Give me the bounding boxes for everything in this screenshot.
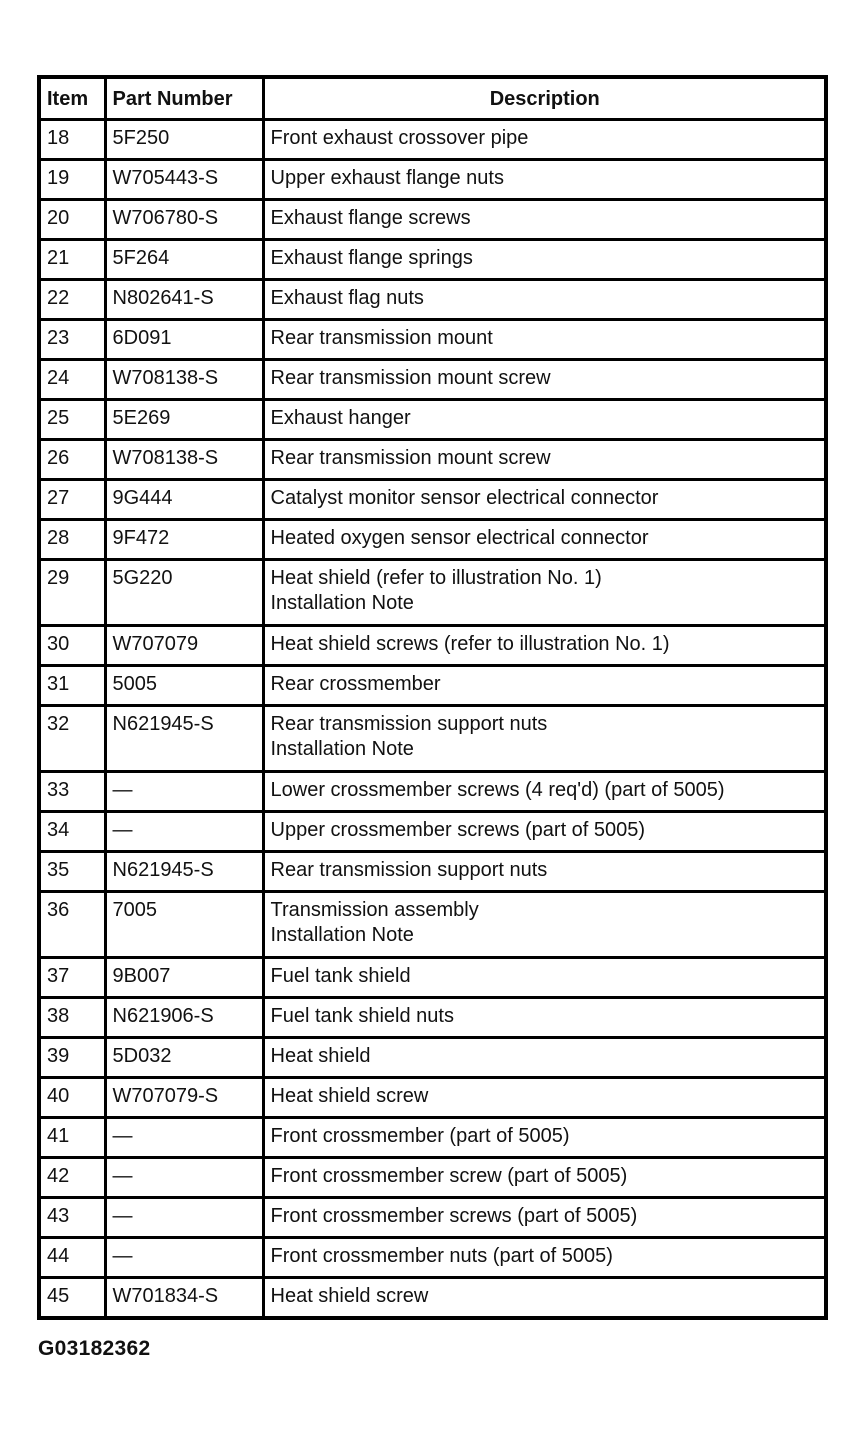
table-row <box>39 1238 826 1278</box>
item-cell: 45 <box>39 1278 105 1318</box>
description-cell <box>263 440 826 480</box>
description-text: Front crossmember screws (part of 5005) <box>270 1205 638 1227</box>
item-cell: 29 <box>39 560 105 626</box>
description-cell <box>263 892 826 958</box>
item-cell: 42 <box>39 1158 105 1198</box>
description-text: Transmission assembly <box>270 899 479 921</box>
description-cell <box>263 240 826 280</box>
description-cell <box>263 626 826 666</box>
item-cell: 35 <box>39 852 105 892</box>
description-cell <box>263 812 826 852</box>
description-cell <box>263 852 826 892</box>
description-text: Fuel tank shield <box>270 965 411 987</box>
description-text: Catalyst monitor sensor electrical connector <box>270 487 659 509</box>
part-number-column-header: Part Number <box>105 77 263 120</box>
description-text: Rear transmission support nuts <box>270 713 548 735</box>
description-text: Rear transmission support nuts <box>270 859 548 881</box>
table-row <box>39 706 826 772</box>
description-cell <box>263 1158 826 1198</box>
part-number-cell: 7005 <box>105 892 263 958</box>
description-text: Heat shield (refer to illustration No. 1) <box>270 567 602 589</box>
part-number-cell: N621945-S <box>105 852 263 892</box>
item-cell: 32 <box>39 706 105 772</box>
part-number-cell: 5E269 <box>105 400 263 440</box>
item-cell: 19 <box>39 160 105 200</box>
description-cell <box>263 1038 826 1078</box>
part-number-cell: 5F264 <box>105 240 263 280</box>
description-cell <box>263 200 826 240</box>
description-text: Heat shield screw <box>270 1285 429 1307</box>
part-number-cell: 9G444 <box>105 480 263 520</box>
description-text: Lower crossmember screws (4 req'd) (part of 5005) <box>270 779 725 801</box>
part-number-cell: — <box>105 1158 263 1198</box>
description-text: Exhaust hanger <box>270 407 411 429</box>
parts-table <box>37 75 828 1320</box>
table-row <box>39 666 826 706</box>
table-row <box>39 160 826 200</box>
description-cell <box>263 280 826 320</box>
description-cell <box>263 1198 826 1238</box>
table-row <box>39 1278 826 1318</box>
table-row <box>39 1078 826 1118</box>
part-number-cell: — <box>105 1198 263 1238</box>
item-cell: 24 <box>39 360 105 400</box>
part-number-cell: W701834-S <box>105 1278 263 1318</box>
table-row <box>39 958 826 998</box>
item-cell: 28 <box>39 520 105 560</box>
description-note: Installation Note <box>270 924 414 946</box>
description-cell <box>263 1238 826 1278</box>
table-row <box>39 772 826 812</box>
item-cell: 34 <box>39 812 105 852</box>
description-text: Exhaust flange screws <box>270 207 471 229</box>
description-text: Front exhaust crossover pipe <box>270 127 529 149</box>
item-cell: 26 <box>39 440 105 480</box>
description-cell <box>263 1118 826 1158</box>
description-cell <box>263 480 826 520</box>
table-row <box>39 892 826 958</box>
description-cell <box>263 998 826 1038</box>
item-cell: 41 <box>39 1118 105 1158</box>
item-cell: 25 <box>39 400 105 440</box>
part-number-cell: N621906-S <box>105 998 263 1038</box>
item-cell: 44 <box>39 1238 105 1278</box>
item-cell: 21 <box>39 240 105 280</box>
description-text: Rear transmission mount <box>270 327 493 349</box>
part-number-cell: W707079-S <box>105 1078 263 1118</box>
item-cell: 38 <box>39 998 105 1038</box>
table-row <box>39 1158 826 1198</box>
description-text: Exhaust flag nuts <box>270 287 424 309</box>
description-text: Rear transmission mount screw <box>270 447 551 469</box>
description-text: Exhaust flange springs <box>270 247 473 269</box>
part-number-cell: W708138-S <box>105 440 263 480</box>
table-row <box>39 852 826 892</box>
description-text: Fuel tank shield nuts <box>270 1005 454 1027</box>
description-cell <box>263 320 826 360</box>
table-row <box>39 280 826 320</box>
description-text: Heat shield screw <box>270 1085 429 1107</box>
description-cell <box>263 958 826 998</box>
part-number-cell: 5G220 <box>105 560 263 626</box>
description-note: Installation Note <box>270 738 414 760</box>
description-text: Upper crossmember screws (part of 5005) <box>270 819 646 841</box>
item-column-header: Item <box>39 77 105 120</box>
description-text: Front crossmember nuts (part of 5005) <box>270 1245 613 1267</box>
table-row <box>39 320 826 360</box>
description-column-header: Description <box>263 77 826 120</box>
description-text: Upper exhaust flange nuts <box>270 167 504 189</box>
part-number-cell: 5F250 <box>105 120 263 160</box>
description-text: Rear crossmember <box>270 673 441 695</box>
table-row <box>39 200 826 240</box>
table-row <box>39 360 826 400</box>
description-cell <box>263 120 826 160</box>
table-row <box>39 240 826 280</box>
description-cell <box>263 1278 826 1318</box>
part-number-cell: — <box>105 812 263 852</box>
figure-id: G03182362 <box>38 1337 151 1360</box>
item-cell: 30 <box>39 626 105 666</box>
parts-table-body <box>39 120 826 1318</box>
item-cell: 20 <box>39 200 105 240</box>
table-row <box>39 1038 826 1078</box>
item-cell: 22 <box>39 280 105 320</box>
header-row <box>39 77 826 120</box>
part-number-cell: — <box>105 1118 263 1158</box>
table-row <box>39 998 826 1038</box>
description-note: Installation Note <box>270 592 414 614</box>
table-row <box>39 120 826 160</box>
item-cell: 33 <box>39 772 105 812</box>
part-number-cell: — <box>105 772 263 812</box>
part-number-cell: W706780-S <box>105 200 263 240</box>
part-number-cell: 9F472 <box>105 520 263 560</box>
item-cell: 23 <box>39 320 105 360</box>
part-number-cell: N621945-S <box>105 706 263 772</box>
description-text: Heat shield screws (refer to illustration No. 1) <box>270 633 670 655</box>
description-cell <box>263 706 826 772</box>
item-cell: 36 <box>39 892 105 958</box>
table-row <box>39 400 826 440</box>
table-row <box>39 440 826 480</box>
item-cell: 31 <box>39 666 105 706</box>
part-number-cell: 9B007 <box>105 958 263 998</box>
description-cell <box>263 400 826 440</box>
item-cell: 43 <box>39 1198 105 1238</box>
description-cell <box>263 520 826 560</box>
table-row <box>39 626 826 666</box>
table-row <box>39 1198 826 1238</box>
description-cell <box>263 666 826 706</box>
description-text: Front crossmember screw (part of 5005) <box>270 1165 628 1187</box>
part-number-cell: W708138-S <box>105 360 263 400</box>
item-cell: 40 <box>39 1078 105 1118</box>
part-number-cell: W707079 <box>105 626 263 666</box>
description-text: Front crossmember (part of 5005) <box>270 1125 570 1147</box>
item-cell: 37 <box>39 958 105 998</box>
description-text: Heated oxygen sensor electrical connector <box>270 527 649 549</box>
part-number-cell: 5005 <box>105 666 263 706</box>
description-cell <box>263 772 826 812</box>
description-cell <box>263 160 826 200</box>
description-cell <box>263 560 826 626</box>
part-number-cell: 5D032 <box>105 1038 263 1078</box>
description-text: Heat shield <box>270 1045 371 1067</box>
part-number-cell: — <box>105 1238 263 1278</box>
table-row <box>39 520 826 560</box>
table-row <box>39 1118 826 1158</box>
part-number-cell: W705443-S <box>105 160 263 200</box>
table-row <box>39 480 826 520</box>
part-number-cell: 6D091 <box>105 320 263 360</box>
table-row <box>39 560 826 626</box>
item-cell: 18 <box>39 120 105 160</box>
description-cell <box>263 360 826 400</box>
table-row <box>39 812 826 852</box>
part-number-cell: N802641-S <box>105 280 263 320</box>
description-text: Rear transmission mount screw <box>270 367 551 389</box>
item-cell: 39 <box>39 1038 105 1078</box>
description-cell <box>263 1078 826 1118</box>
item-cell: 27 <box>39 480 105 520</box>
